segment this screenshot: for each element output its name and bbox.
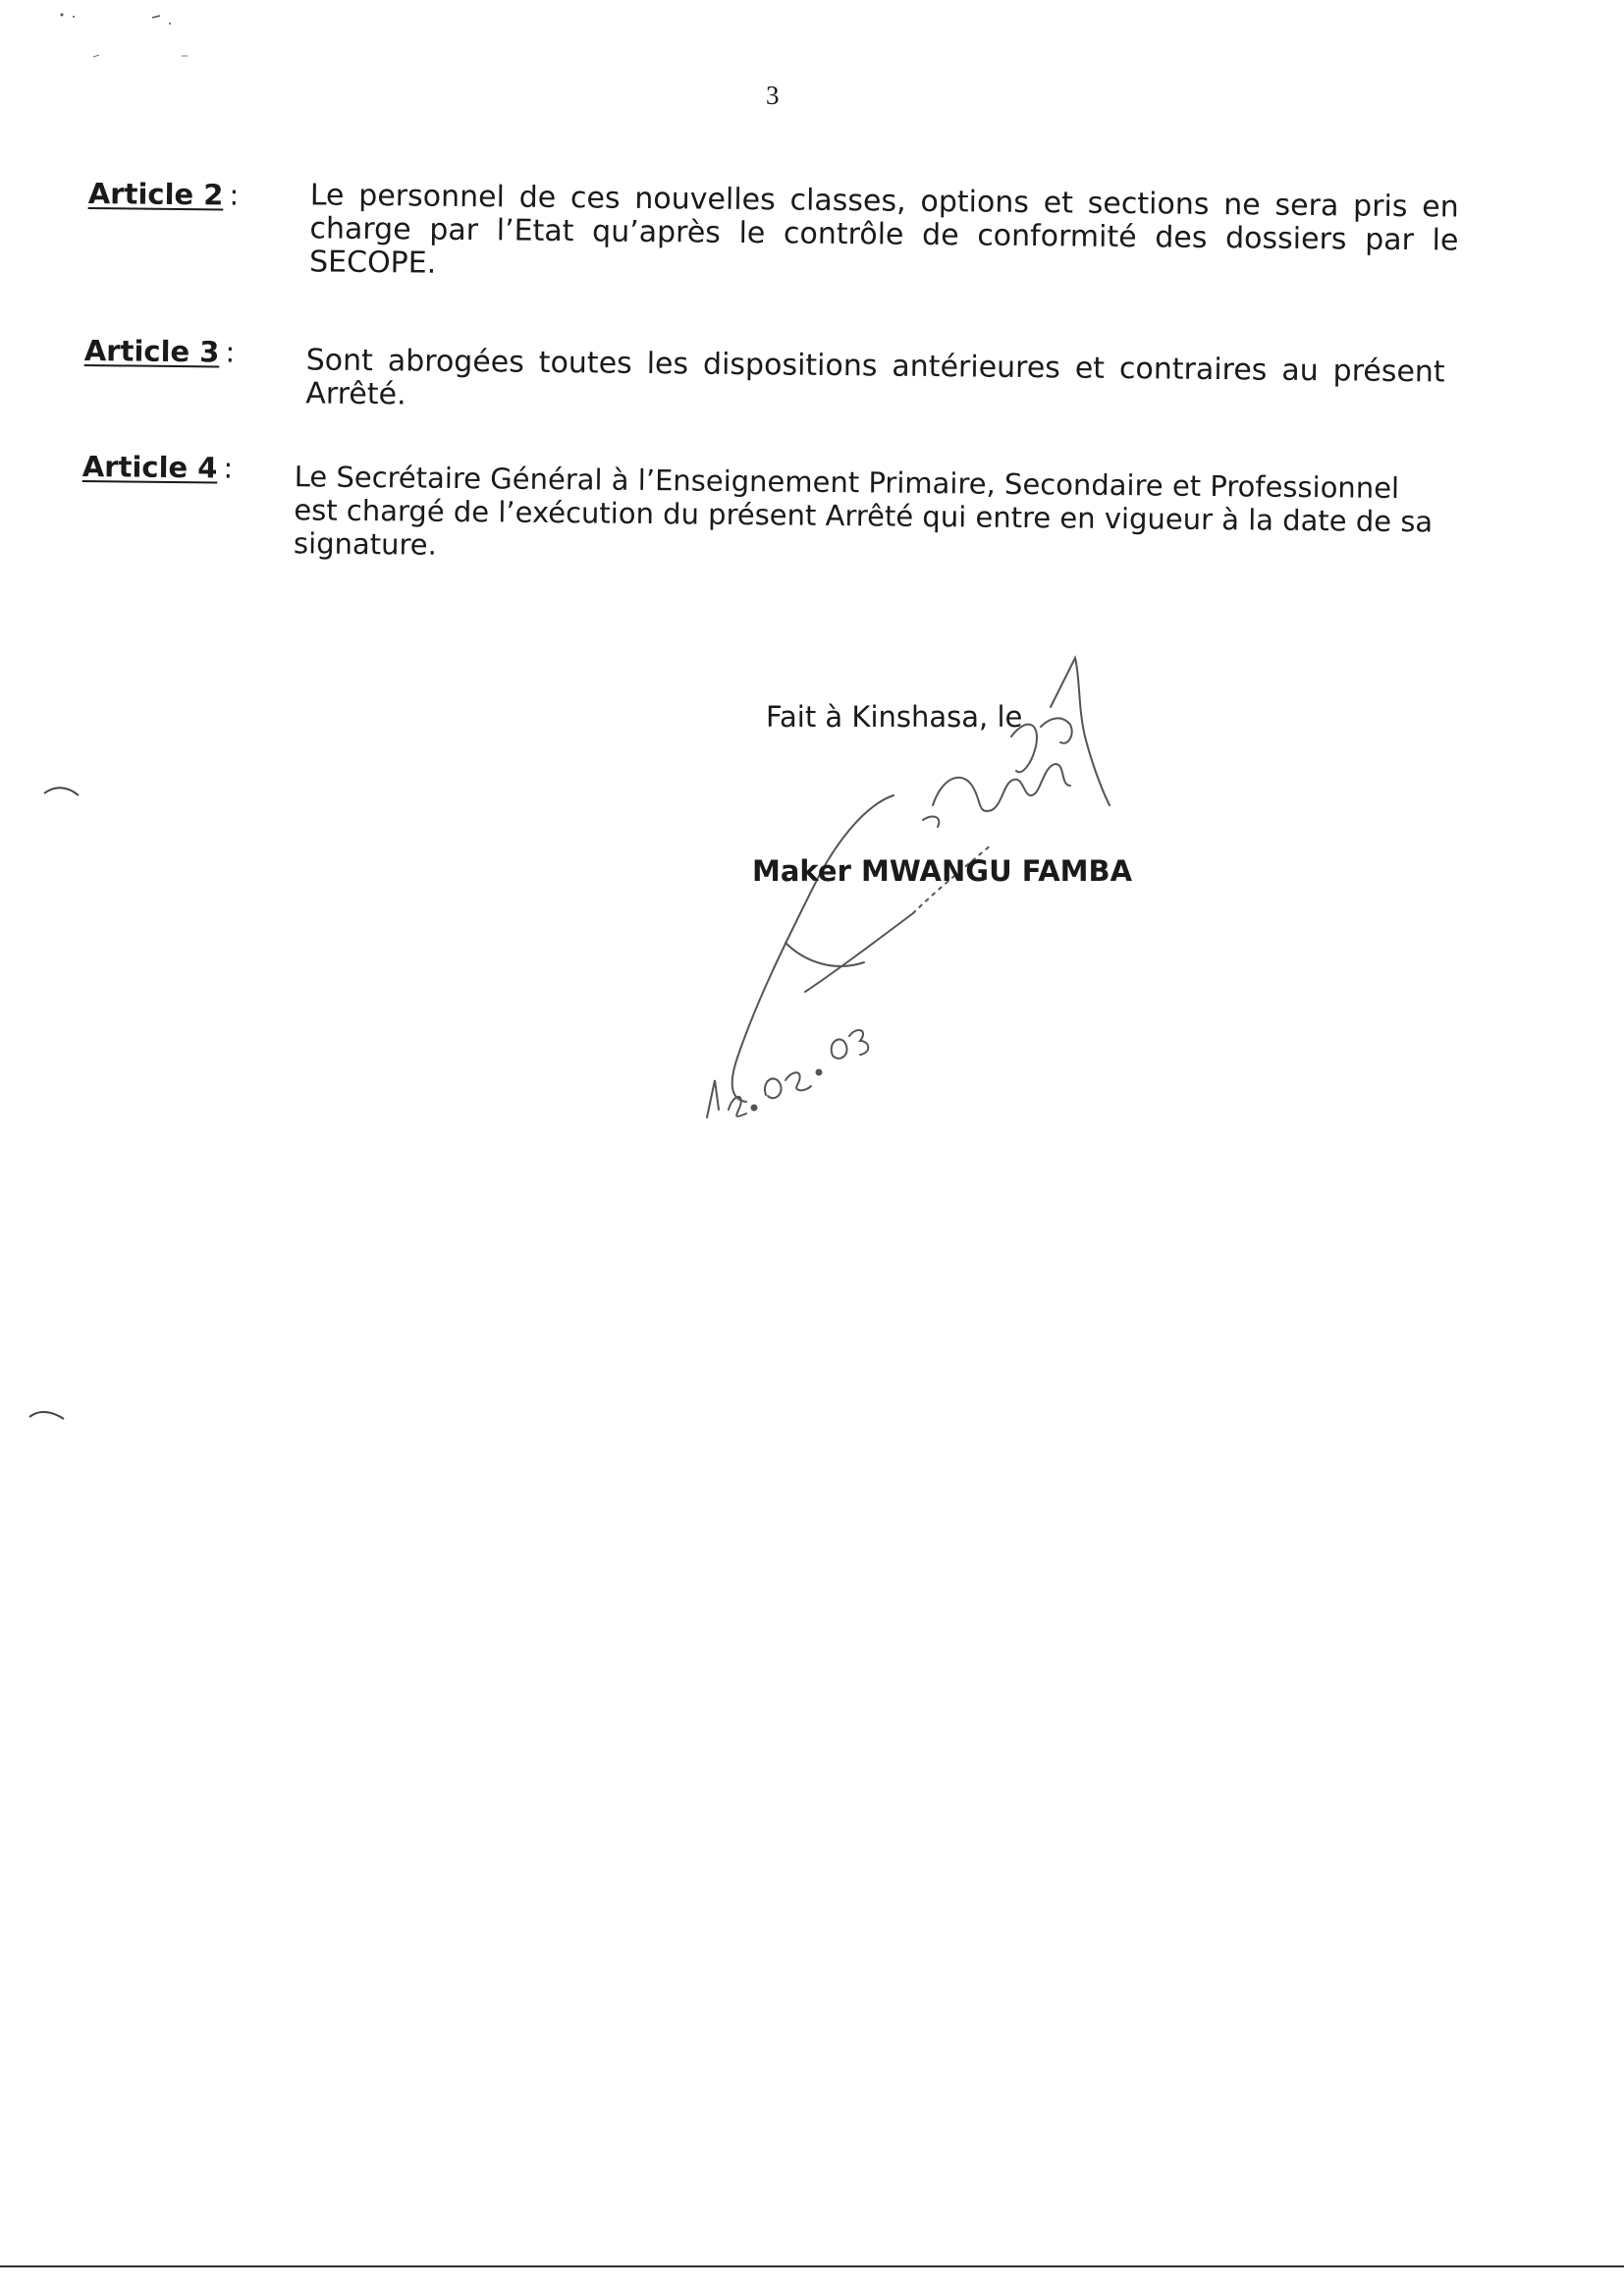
article-3-separator: : xyxy=(225,335,236,369)
article-4-text: Le Secrétaire Général à l’Enseignement Primaire, Secondaire et Professionnel est chargé de l’exécution du présent Arrêté qui entre en vigueur à la date de sa signature. xyxy=(293,460,1434,562)
article-3-label: Article 3 xyxy=(83,334,220,369)
article-2-text: Le personnel de ces nouvelles classes, options et sections ne sera pris en charge par l’Etat qu’après le contrôle de conformité des dossiers par le SECOPE. xyxy=(308,178,1459,281)
article-label xyxy=(82,450,234,485)
margin-mark xyxy=(39,776,98,805)
page-number: 3 xyxy=(766,81,780,110)
bottom-rule xyxy=(0,2265,1624,2267)
article-2-separator: : xyxy=(229,178,240,212)
article-4-separator: : xyxy=(223,451,234,485)
article-label xyxy=(84,334,236,369)
article-label xyxy=(88,177,240,212)
scan-speck xyxy=(54,10,201,59)
article-3-text: Sont abrogées toutes les dispositions antérieures et contraires au présent Arrêté. xyxy=(305,343,1445,412)
margin-mark xyxy=(25,1399,83,1429)
place-line: Fait à Kinshasa, le xyxy=(766,700,1023,734)
signatory-name: Maker MWANGU FAMBA xyxy=(752,854,1133,888)
handwritten-signature xyxy=(638,648,1326,1159)
article-2-label: Article 2 xyxy=(87,177,224,212)
article-4-label: Article 4 xyxy=(81,450,218,485)
